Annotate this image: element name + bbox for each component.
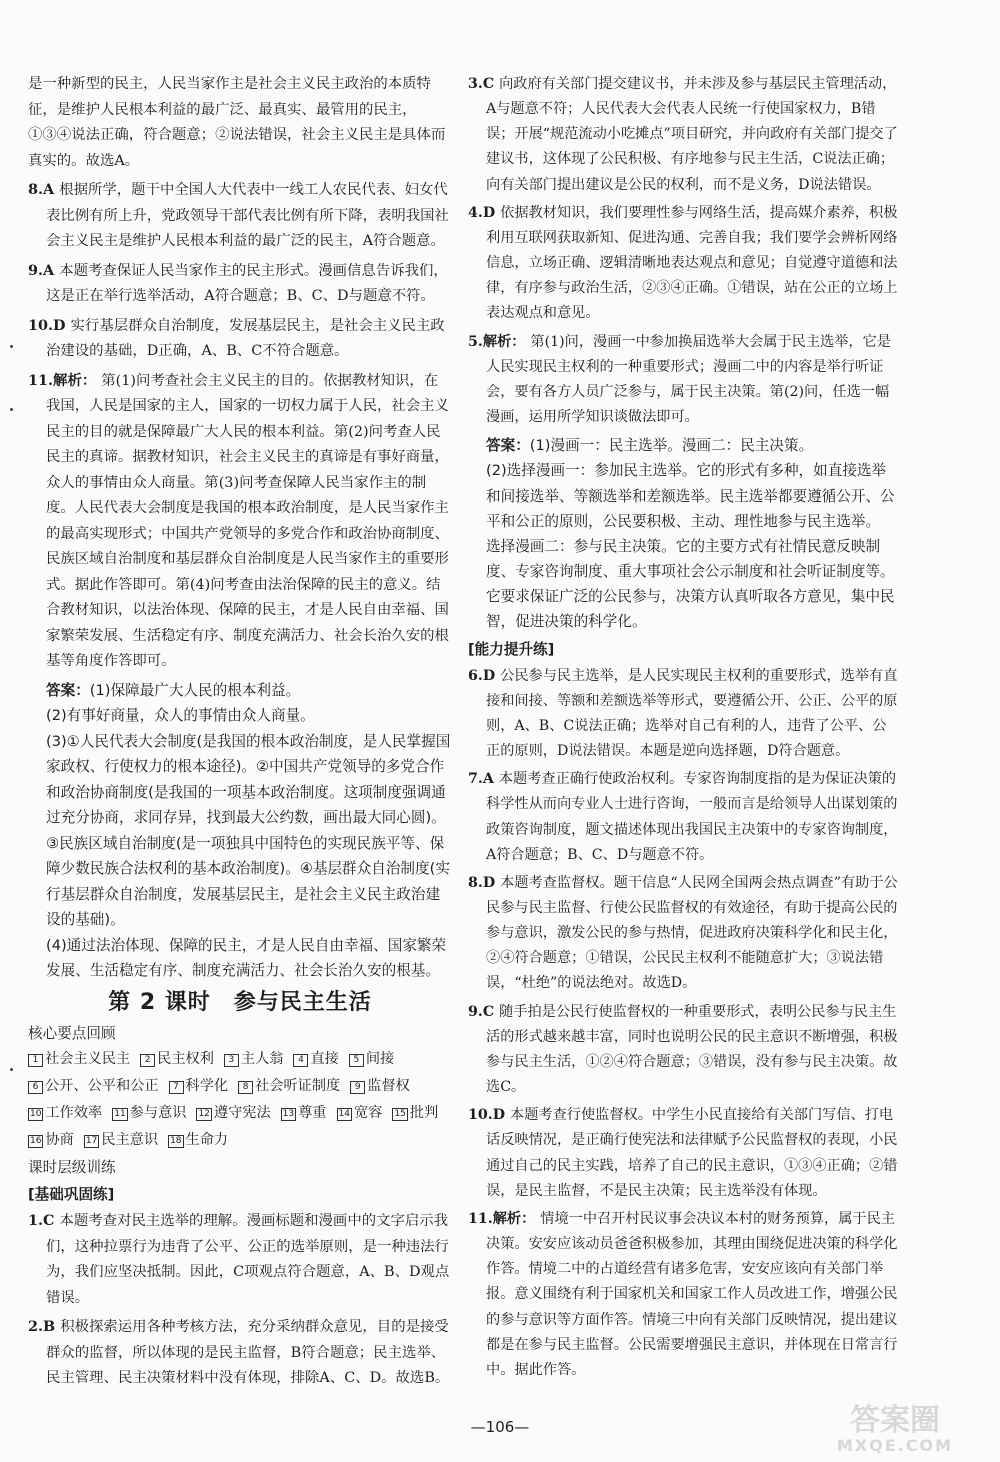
core-point-number: 11 [114,1108,126,1119]
core-point-item [349,1051,394,1067]
answer-item-4: 4.D 依据教材知识，我们要理性参与网络生活，提高媒介素养，积极利用互联网获取新知、促进沟通、完善自我；我们要学会辨析网络信息，立场正确、逻辑清晰地表达观点和意见；自觉遵守道德和法律，有序参与政治生活，②③④正确。①错误，站在公正的立场上表达观点和意见。 [468,204,898,322]
core-point-number: 9 [350,1081,365,1094]
core-point-text: 监督权 [367,1077,410,1094]
core-point-text: 科学化 [185,1077,229,1094]
watermark-url: MXQE.COM [836,1436,954,1454]
core-point-text: 生命力 [185,1131,229,1148]
answer-item-10: 10.D 实行基层群众自治制度，发展基层民主，是社会主义民主政治建设的基础，D正确，A、B、C不符合题意。 [28,316,445,359]
core-point-item [28,1078,159,1094]
core-point-text: 民主意识 [101,1131,159,1148]
core-point-item [168,1132,228,1148]
answer-item-6: 6.D 公民参与民主选举，是人民实现民主权利的重要形式，选举有直接和间接、等额和差额选举等形式，要遵循公开、公正、公平的原则，A、B、C说法正确；选举对自己有利的人，违背了公平、公正的原则，D说法错误。本题是逆向选择题，D符合题意。 [468,667,898,760]
core-point-text: 宽容 [353,1104,383,1121]
answer-item-9: 9.A 本题考查保证人民当家作主的民主形式。漫画信息告诉我们，这是正在举行选举活动，A符合题意；B、C、D与题意不符。 [28,261,448,304]
core-point-number: 13 [282,1108,295,1119]
core-point-number: 8 [238,1081,253,1094]
lesson-title: 第 2 课时 参与民主生活 [108,989,372,1015]
watermark-logo [800,1400,990,1454]
margin-dot [10,345,13,348]
core-point-item [392,1105,438,1121]
answer-item-8-right: 8.D 本题考查监督权。题干信息“人民网全国两会热点调查”有助于公民参与民主监督、行使公民监督权的有效途径，有助于提高公民的参与意识，激发公民的参与热情，促进政府决策科学化和民主化，②④符合题意；①错误，公民民主权利不能随意扩大；③说法错误，“杜绝”的说法绝对。故选D。 [468,874,898,992]
core-point-item [28,1105,102,1121]
core-point-number: 3 [224,1054,239,1067]
basic-section-heading: [基础巩固练] [28,1185,115,1203]
tiered-training-heading: 课时层级训练 [28,1158,116,1176]
core-point-item [28,1132,74,1148]
core-point-number: 16 [30,1135,42,1146]
core-point-item [293,1051,338,1067]
core-point-number: 1 [28,1054,43,1067]
core-point-text: 尊重 [298,1104,327,1121]
watermark-text: 答案圈 [850,1403,940,1438]
answer-item-1: 1.C 本题考查对民主选举的理解。漫画标题和漫画中的文字启示我们，这种拉票行为违背了公平、公正的选举原则，是一种违法行为，我们应坚决抵制。因此，C项观点符合题意，A、B、D观点错误。 [28,1212,450,1306]
right-column [468,72,898,1386]
left-column [28,72,452,1395]
core-point-item [196,1105,270,1121]
answer-item-11: 11.解析： 第(1)问考查社会主义民主的目的。依据教材知识，在我国，人民是国家的主人，国家的一切权力属于人民，社会主义民主的目的就是保障最广大人民的根本利益。第(2)问考查人民民主的真谛。据教材知识，社会主义民主的真谛是有事好商量，众人的事情由众人商量。第(3)问考查保障人民当家作主的制度。人民代表大会制度是我国的根本政治制度，是人民当家作主的最高实现形式；中国共产党领导的多党合作和政治协商制度、民族区域自治制度和基层群众自治制度是人民当家作主的重要形式。据此作答即可。第(4)问考查由法治保障的民主的意义。结合教材知识，以法治体现、保障的民主，才是人民自由幸福、国家繁荣发展、生活稳定有序、制度充满活力、社会长治久安的根基等角度作答即可。 [28,371,449,669]
core-point-text: 直接 [310,1050,339,1067]
core-point-text: 社会主义民主 [45,1050,131,1067]
answer-11-block: 答案：(1)保障最广大人民的根本利益。 (2)有事好商量，众人的事情由众人商量。 (3)①人民代表大会制度(是我国的根本政治制度，是人民掌握国家政权、行使权力的根本途径)。②中国共产党领导的多党合作和政治协商制度(是我国的一项基本政治制度。这项制度强调通过充分协商，求同存异，找到最大公约数，画出最大同心圆)。③民族区域自治制度(是一项独具中国特色的实现民族平等、保障少数民族合法权利的基本政治制度)。④基层群众自治制度(实行基层群众自治制度，发展基层民主，是社会主义民主政治建设的基础)。 (4)通过法治体现、保障的民主，才是人民自由幸福、国家繁荣发展、生活稳定有序、制度充满活力、社会长治久安的根基。 [46,681,451,979]
margin-dot [10,408,13,411]
answer-item-7: 7.A 本题考查正确行使政治权利。专家咨询制度指的是为保证决策的科学性从而向专业人士进行咨询，一般而言是给领导人出谋划策的政策咨询制度，题文描述体现出我国民主决策中的专家咨询制度，A符合题意；B、C、D与题意不符。 [468,771,898,863]
answer-item-10-right: 10.D 本题考查行使监督权。中学生小民直接给有关部门写信、打电话反映情况，是正确行使宪法和法律赋予公民监督权的表现，小民通过自己的民主实践，培养了自己的民主意识，①③④正确；②错误，是民主监督，不是民主决策；民主选举没有体现。 [468,1107,898,1199]
core-point-text: 主人翁 [240,1050,284,1067]
core-point-text: 间接 [365,1050,395,1067]
core-point-text: 协商 [45,1131,74,1148]
core-point-number: 17 [85,1135,98,1146]
core-point-text: 民主权利 [157,1050,214,1067]
core-point-text: 公开、公平和公正 [45,1077,159,1094]
answer-5-block: 答案：(1)漫画一：民主选举。漫画二：民主决策。 (2)选择漫画一：参加民主选举。它的形式有多种，如直接选举和间接选举、等额选举和差额选举。民主选举都要遵循公开、公平和公正的原则，公民要积极、主动、理性地参与民主选举。 选择漫画二：参与民主决策。它的主要方式有社情民意反映制度、专家咨询制度、重大事项社会公示制度和社会听证制度等。它要求保证广泛的公民参与，决策方认真听取各方意见，集中民智，促进决策的科学化。 [486,437,895,631]
core-point-number: 10 [30,1108,42,1119]
margin-dot [10,1068,13,1071]
core-point-text: 社会听证制度 [255,1077,341,1094]
answer-item-8: 8.A 根据所学，题干中全国人大代表中一线工人农民代表、妇女代表比例有所上升，党政领导干部代表比例有所下降，表明我国社会主义民主是维护人民根本利益的最广泛的民主，A符合题意。 [28,181,449,249]
core-point-item [224,1051,284,1067]
answer-item-5: 5.解析： 第(1)问，漫画一中参加换届选举大会属于民主选举，它是人民实现民主权利的一种重要形式；漫画二中的内容是举行听证会，要有各方人员广泛参与，属于民主决策。第(2)问，任选一幅漫画，运用所学知识谈做法即可。 [468,333,891,426]
core-point-item [28,1051,130,1067]
core-point-item [350,1078,410,1094]
ability-section-heading: [能力提升练] [468,641,555,659]
core-point-number: 18 [170,1135,182,1146]
core-point-item [140,1051,214,1067]
core-point-number: 15 [394,1108,406,1119]
core-point-number: 5 [349,1054,364,1067]
core-point-item [84,1132,158,1148]
core-point-number: 7 [169,1081,184,1094]
core-point-text: 参与意识 [129,1104,187,1121]
core-point-number: 12 [198,1108,210,1119]
core-point-item [169,1078,229,1094]
core-point-text: 批判 [409,1104,439,1121]
page-number: —106— [470,1418,530,1436]
core-point-item [238,1078,340,1094]
core-point-item [112,1105,186,1121]
answer-item-3: 3.C 向政府有关部门提交建议书，并未涉及参与基层民主管理活动，A与题意不符；人民代表大会代表人民统一行使国家权力，B错误；开展“规范流动小吃摊点”项目研究，并向政府有关部门提交了建议书，这体现了公民积极、有序地参与民主生活，C说法正确；向有关部门提出建议是公民的权利，而不是义务，D说法错误。 [468,76,898,193]
core-point-number: 4 [293,1054,308,1067]
core-point-number: 14 [338,1108,350,1119]
core-point-item [281,1105,327,1121]
core-points-list [28,1046,452,1154]
continued-answer: 是一种新型的民主，人民当家作主是社会主义民主政治的本质特征，是维护人民根本利益的最广泛、最真实、最管用的民主，①③④说法正确，符合题意；②说法错误，社会主义民主是具体而真实的。故选A。 [28,76,446,169]
core-point-text: 工作效率 [45,1104,103,1121]
core-point-number: 2 [140,1054,155,1067]
core-point-text: 遵守宪法 [213,1104,271,1121]
core-point-item [337,1105,383,1121]
core-point-number: 6 [28,1081,43,1094]
answer-item-2: 2.B 积极探索运用各种考核方法，充分采纳群众意见，目的是接受群众的监督，所以体现的是民主监督，B符合题意；民主选举、民主管理、民主决策材料中没有体现，排除A、C、D。故选B。 [28,1318,450,1386]
answer-item-9-right: 9.C 随手拍是公民行使监督权的一种重要形式，表明公民参与民主生活的形式越来越丰富，同时也说明公民的民主意识不断增强，积极参与民主生活，①②④符合题意；③错误，没有参与民主决策。故选C。 [468,1003,898,1096]
answer-item-11-right: 11.解析： 情境一中召开村民议事会决议本村的财务预算，属于民主决策。安安应该动员爸爸积极参加，其理由围绕促进决策的科学化作答。情境二中的占道经营有诸多危害，安安应该向有关部门举报。意义围绕有利于国家机关和国家工作人员改进工作，增强公民的参与意识等方面作答。情境三中向有关部门反映情况，提出建议都是在参与民主监督。公民需要增强民主意识，并体现在日常言行中。据此作答。 [468,1210,898,1378]
core-review-heading: 核心要点回顾 [28,1024,116,1042]
